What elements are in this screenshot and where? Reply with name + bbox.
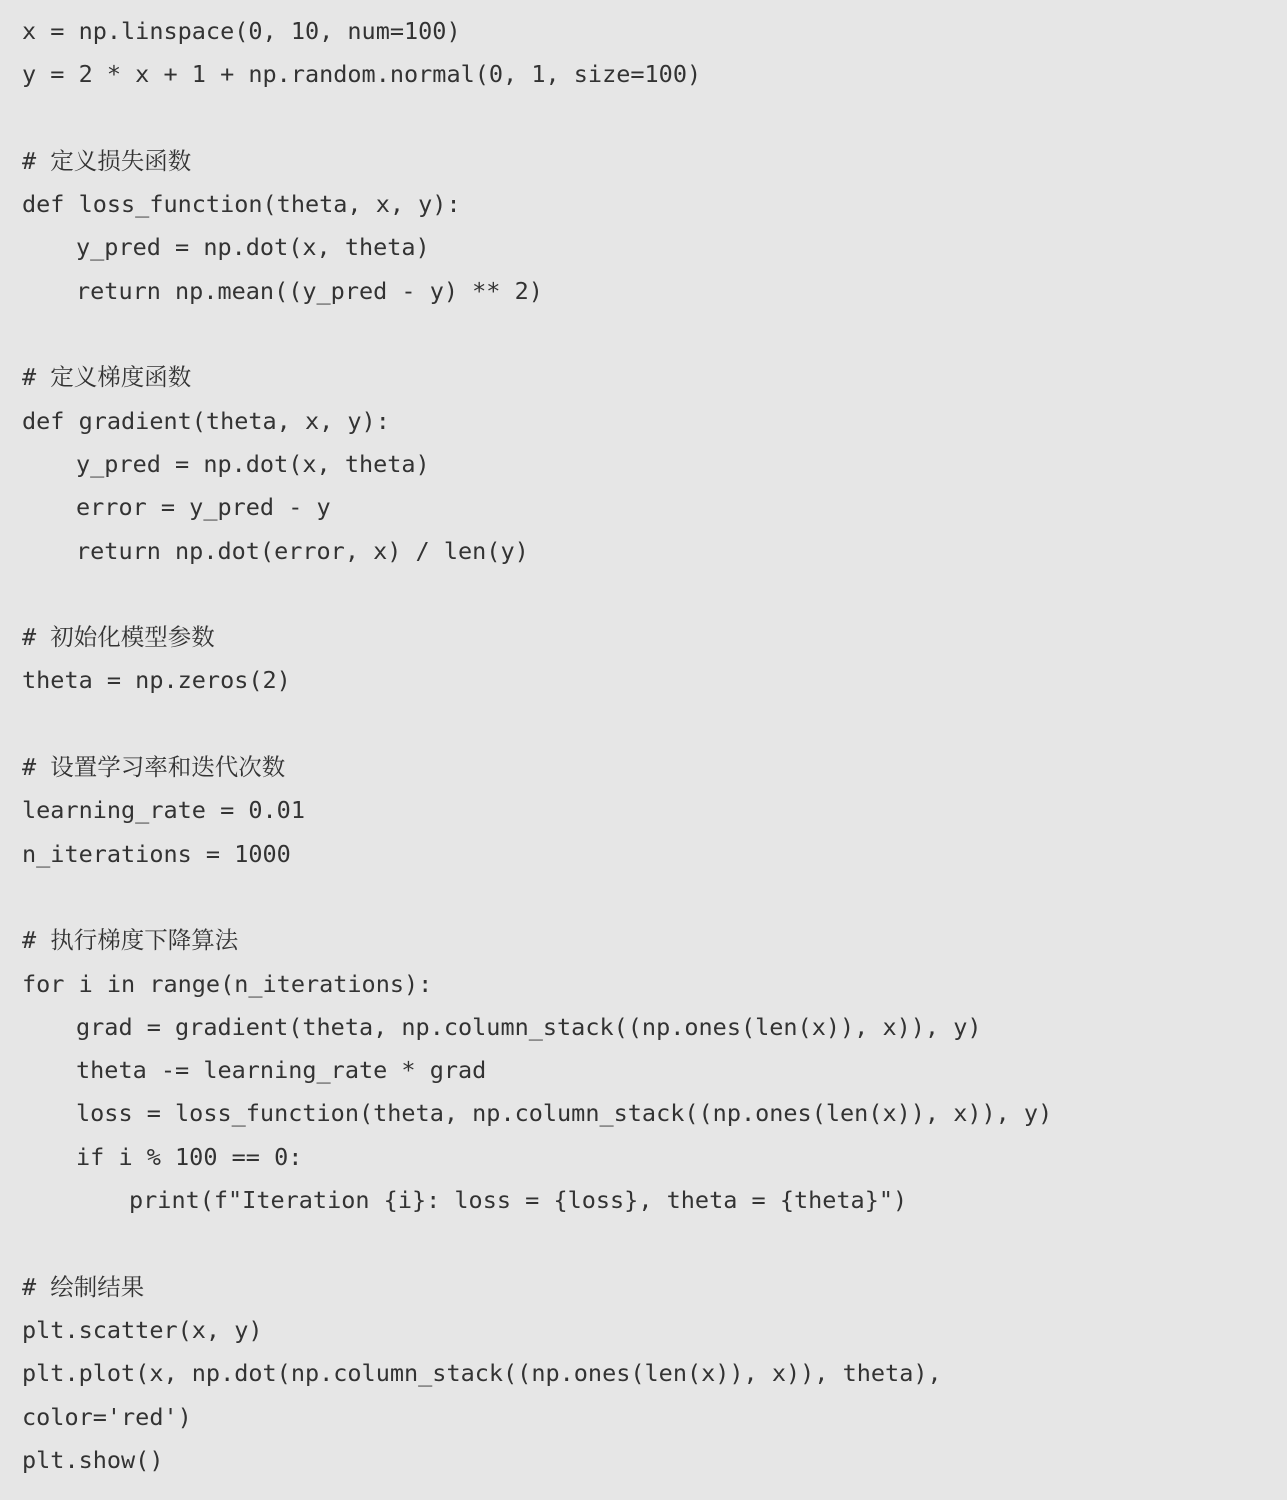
code-line: loss = loss_function(theta, np.column_stack((np.ones(len(x)), x)), y) xyxy=(76,1099,1053,1128)
code-line: x = np.linspace(0, 10, num=100) xyxy=(22,17,461,45)
code-comment: # 绘制结果 xyxy=(22,1272,145,1301)
code-line: def gradient(theta, x, y): xyxy=(22,406,390,435)
code-line: plt.show() xyxy=(22,1445,164,1474)
code-line: return np.mean((y_pred - y) ** 2) xyxy=(76,276,543,305)
blank-line xyxy=(22,1222,1287,1265)
code-line: theta -= learning_rate * grad xyxy=(76,1056,487,1085)
code-line: print(f"Iteration {i}: loss = {loss}, theta = {theta}") xyxy=(129,1186,908,1215)
code-line: n_iterations = 1000 xyxy=(22,839,291,868)
code-line: grad = gradient(theta, np.column_stack((np.ones(len(x)), x)), y) xyxy=(76,1012,982,1041)
code-comment: # 定义损失函数 xyxy=(22,146,192,175)
code-line: return np.dot(error, x) / len(y) xyxy=(76,536,529,565)
code-line: plt.plot(x, np.dot(np.column_stack((np.ones(len(x)), x)), theta), xyxy=(22,1359,942,1388)
code-comment: # 执行梯度下降算法 xyxy=(22,926,239,955)
code-line: plt.scatter(x, y) xyxy=(22,1315,263,1344)
code-line: theta = np.zeros(2) xyxy=(22,666,291,695)
code-comment: # 初始化模型参数 xyxy=(22,623,215,652)
code-line: def loss_function(theta, x, y): xyxy=(22,190,461,219)
code-comment: # 定义梯度函数 xyxy=(22,363,192,392)
blank-line xyxy=(22,703,1287,746)
code-line: y = 2 * x + 1 + np.random.normal(0, 1, size=100) xyxy=(22,60,702,89)
code-line: y_pred = np.dot(x, theta) xyxy=(76,449,430,478)
blank-line xyxy=(22,97,1287,140)
code-line: for i in range(n_iterations): xyxy=(22,969,433,998)
code-line: learning_rate = 0.01 xyxy=(22,796,305,825)
code-line: if i % 100 == 0: xyxy=(76,1142,303,1171)
blank-line xyxy=(22,313,1287,356)
code-line: error = y_pred - y xyxy=(76,493,331,522)
blank-line xyxy=(22,573,1287,616)
code-line: y_pred = np.dot(x, theta) xyxy=(76,233,430,262)
code-comment: # 设置学习率和迭代次数 xyxy=(22,753,286,782)
code-line: color='red') xyxy=(22,1402,192,1431)
blank-line xyxy=(22,876,1287,919)
